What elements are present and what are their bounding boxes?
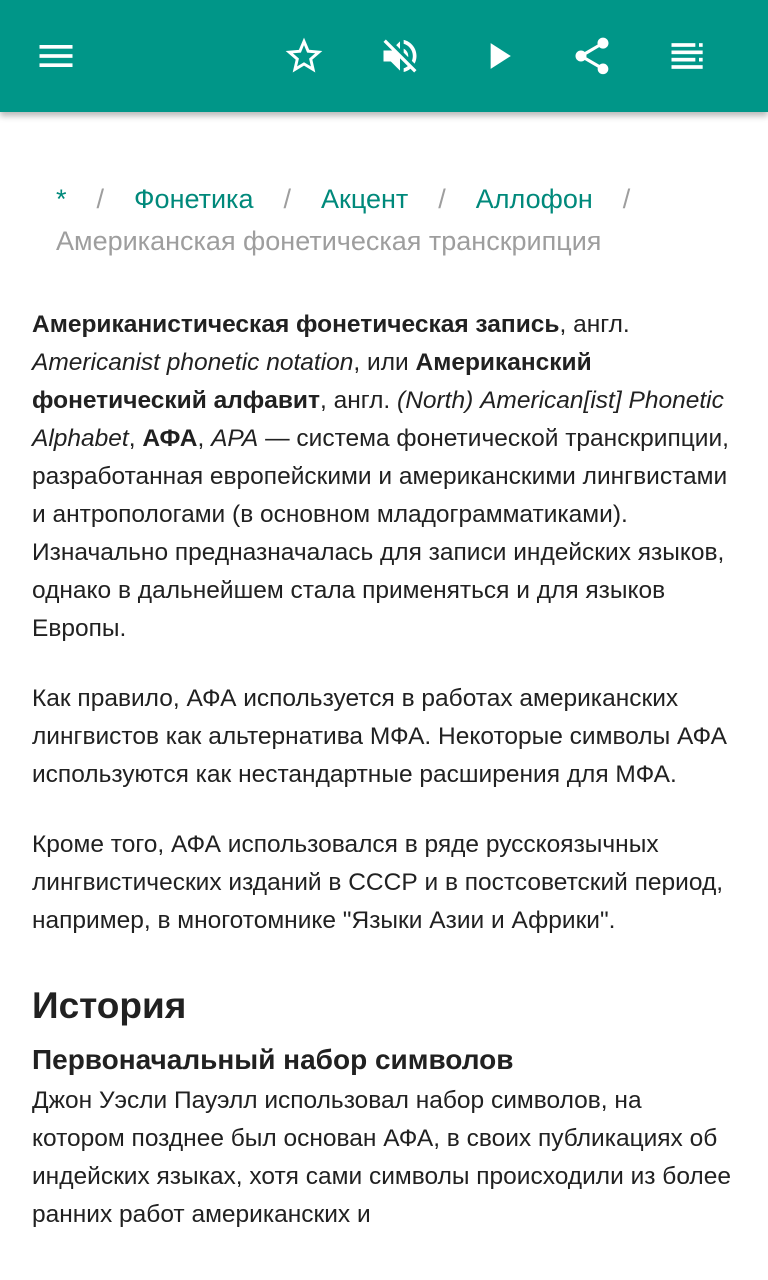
intro-paragraph <box>32 306 736 648</box>
section-heading-history: История <box>32 985 187 1026</box>
breadcrumb-link-allophone[interactable]: Аллофон <box>475 184 593 214</box>
text-run: , англ. <box>559 311 630 338</box>
term-italic: (North) American[ist] Phonetic Alphabet <box>32 387 724 452</box>
breadcrumb-link-phonetics[interactable]: Фонетика <box>134 184 254 214</box>
term-bold: АФА <box>142 425 198 452</box>
text-run: , или <box>353 349 416 376</box>
share-icon <box>570 34 614 78</box>
term-bold: Американистическая фонетическая запись <box>32 311 560 338</box>
menu-button[interactable] <box>28 28 84 84</box>
text-run: , <box>197 425 212 452</box>
article-content <box>32 112 736 1234</box>
play-icon <box>476 34 520 78</box>
subsection-heading: Первоначальный набор символов <box>32 1044 514 1075</box>
term-italic: APA <box>211 425 259 452</box>
term-italic: Americanist phonetic notation <box>32 349 354 376</box>
favorite-button[interactable] <box>276 28 332 84</box>
volume-off-icon <box>378 34 422 78</box>
term-bold: Американский фонетический алфавит <box>32 349 592 414</box>
paragraph: Джон Уэсли Пауэлл использовал набор символов, на котором позднее был основан АФА, в своих публикациях об индейских языках, хотя сами символы происходили из более ранних работ американских и <box>32 1087 731 1228</box>
breadcrumb <box>32 178 736 262</box>
breadcrumb-separator: / <box>96 184 105 214</box>
breadcrumb-current-page: Американская фонетическая транскрипция <box>56 226 602 256</box>
paragraph: Как правило, АФА используется в работах американских лингвистов как альтернатива МФА. Некоторые символы АФА используются как нестандартные расширения для МФА. <box>32 685 727 788</box>
toc-button[interactable] <box>660 28 716 84</box>
breadcrumb-home-link[interactable]: * <box>56 184 67 214</box>
breadcrumb-link-accent[interactable]: Акцент <box>321 184 409 214</box>
share-button[interactable] <box>564 28 620 84</box>
app-toolbar <box>0 0 768 112</box>
list-icon <box>666 34 710 78</box>
play-button[interactable] <box>470 28 526 84</box>
star-outline-icon <box>282 34 326 78</box>
breadcrumb-separator: / <box>622 184 631 214</box>
text-run: — система фонетической транскрипции, разработанная европейскими и американскими лингвистами и антропологами (в основном младограмматиками). Изначально предназначалась для записи индейских языков, однако в дальнейшем стала применяться и для языков Европы. <box>32 425 729 642</box>
mute-button[interactable] <box>372 28 428 84</box>
breadcrumb-separator: / <box>283 184 291 214</box>
breadcrumb-separator: / <box>438 184 446 214</box>
text-run: , англ. <box>319 387 398 414</box>
paragraph: Кроме того, АФА использовался в ряде русскоязычных лингвистических изданий в СССР и в постсоветский период, например, в многотомнике "Языки Азии и Африки". <box>32 831 724 934</box>
text-run: , <box>128 425 143 452</box>
hamburger-menu-icon <box>34 34 78 78</box>
